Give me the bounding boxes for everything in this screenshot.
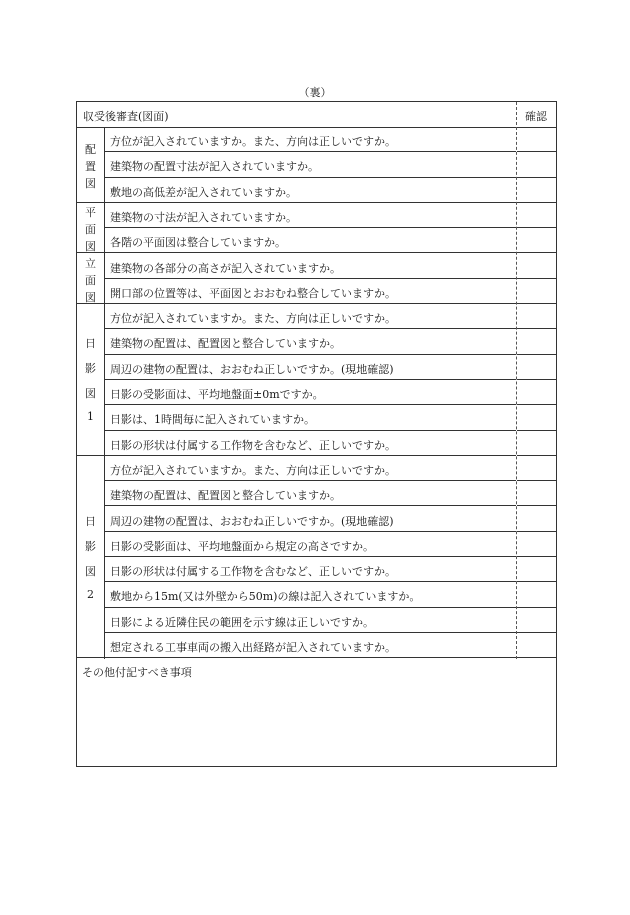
confirm-cell[interactable] [517,178,556,203]
checklist-row [104,329,516,354]
checklist-row [104,582,516,607]
group-label [77,304,104,456]
checklist-row [104,380,516,405]
group-label [77,127,104,203]
checklist-item-text: 日影は、1時間毎に記入されていますか。 [110,413,315,427]
checklist-row [104,431,516,456]
group-label [77,254,104,305]
confirm-cell[interactable] [517,507,556,532]
checklist-row [104,152,516,177]
confirm-cell[interactable] [517,481,556,506]
confirm-cell[interactable] [517,304,556,329]
checklist-row [104,456,516,481]
checklist-row [104,127,516,152]
check-column-divider [516,102,517,659]
confirm-cell[interactable] [517,557,556,582]
confirm-cell[interactable] [517,608,556,633]
checklist-item-text: 周辺の建物の配置は、おおむね正しいですか。(現地確認) [110,514,394,528]
checklist-row [104,405,516,430]
checklist-row [104,254,516,279]
confirm-cell[interactable] [517,279,556,304]
group-label-char: 2 [87,587,94,601]
checklist-header [77,102,556,128]
confirm-cell[interactable] [517,203,556,228]
confirm-cell[interactable] [517,127,556,152]
confirm-cell[interactable] [517,228,556,253]
checklist-row [104,557,516,582]
group-label-char: 立 [85,256,96,270]
confirm-cell[interactable] [517,355,556,380]
checklist-item-text: 方位が記入されていますか。また、方向は正しいですか。 [110,135,396,148]
group-label-char: 影 [85,539,96,553]
checklist-item-text: 建築物の配置は、配置図と整合していますか。 [110,489,341,503]
checklist-item-text: 日影の形状は付属する工作物を含むなど、正しいですか。 [110,565,396,579]
checklist-row [104,608,516,633]
checklist-item-text: 建築物の各部分の高さが記入されていますか。 [110,261,341,275]
checklist-row [104,355,516,380]
confirm-cell[interactable] [517,329,556,354]
group-label-char: 配 [85,142,96,156]
checklist-row [104,279,516,304]
group-label-char: 日 [85,514,96,528]
checklist-item-text: 日影の受影面は、平均地盤面から規定の高さですか。 [110,539,374,553]
checklist-row [104,178,516,203]
checklist-item-text: 各階の平面図は整合していますか。 [110,236,286,250]
checklist-item-text: 方位が記入されていますか。また、方向は正しいですか。 [110,463,396,477]
group-label-char: 影 [85,362,96,376]
group-label-char: 面 [85,273,96,287]
checklist-row [104,304,516,329]
group-divider [104,127,105,659]
checklist-row [104,633,516,658]
checklist-item-text: 日影の受影面は、平均地盤面±0mですか。 [110,388,324,401]
group-label-char: 1 [87,410,94,424]
group-label-char: 平 [85,206,96,220]
checklist-item-text: 方位が記入されていますか。また、方向は正しいですか。 [110,312,396,326]
confirm-cell[interactable] [517,431,556,456]
confirm-cell[interactable] [517,405,556,430]
checklist-item-text: 建築物の寸法が記入されていますか。 [110,210,297,224]
checklist-item-text: 敷地から15m(又は外壁から50m)の線は記入されていますか。 [110,590,421,604]
checklist-item-text: 日影の形状は付属する工作物を含むなど、正しいですか。 [110,438,396,452]
notes-area[interactable] [77,659,556,766]
confirm-cell[interactable] [517,582,556,607]
confirm-cell[interactable] [517,633,556,658]
group-label-char: 図 [85,564,96,578]
checklist-row [104,507,516,532]
confirm-cell[interactable] [517,532,556,557]
checklist-item-text: 想定される工事車両の搬入出経路が記入されていますか。 [110,641,396,654]
group-label [77,203,104,254]
group-label-char: 置 [85,159,96,173]
confirm-cell[interactable] [517,380,556,405]
checklist-title: 収受後審査(図面) [83,110,169,123]
confirm-cell[interactable] [517,152,556,177]
group-label-char: 図 [85,387,96,401]
confirm-cell[interactable] [517,254,556,279]
checklist-item-text: 周辺の建物の配置は、おおむね正しいですか。(現地確認) [110,362,394,376]
checklist-item-text: 建築物の配置は、配置図と整合していますか。 [110,337,341,351]
page-side-label: （裏） [298,86,332,99]
checklist-item-text: 建築物の配置寸法が記入されていますか。 [110,160,319,174]
checklist-item-text: 敷地の高低差が記入されていますか。 [110,185,297,199]
check-column-header: 確認 [525,110,547,123]
group-label-char: 日 [85,337,96,351]
group-label-char: 図 [85,290,96,304]
confirm-cell[interactable] [517,456,556,481]
group-label-char: 図 [85,240,96,254]
group-label-char: 図 [85,176,96,190]
group-label-char: 面 [85,223,96,237]
notes-label: その他付記すべき事項 [82,666,192,679]
checklist-row [104,481,516,506]
checklist-item-text: 日影による近隣住民の範囲を示す線は正しいですか。 [110,615,374,629]
checklist-item-text: 開口部の位置等は、平面図とおおむね整合していますか。 [110,286,396,300]
checklist-row [104,228,516,253]
checklist-row [104,532,516,557]
review-checklist-form [76,101,557,767]
checklist-row [104,203,516,228]
group-label [77,456,104,658]
